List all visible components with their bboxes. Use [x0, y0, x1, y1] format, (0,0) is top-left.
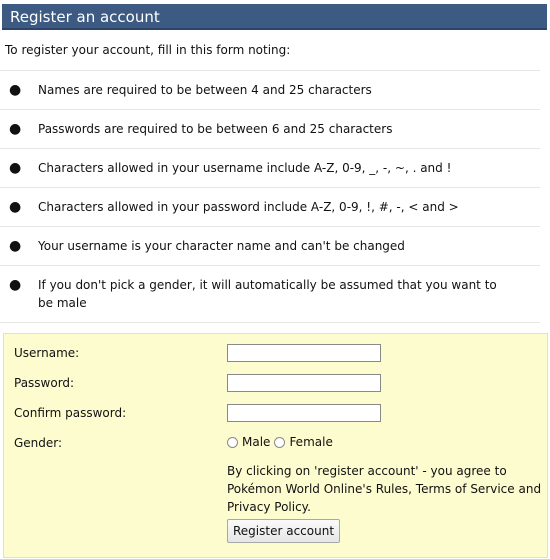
username-input[interactable] — [227, 344, 381, 362]
gender-male-label[interactable]: Male — [242, 435, 271, 449]
rule-text: Characters allowed in your password include A-Z, 0-9, !, #, -, < and > — [38, 200, 459, 214]
list-item — [0, 70, 540, 109]
bullet-icon: ● — [9, 82, 22, 98]
registration-form — [3, 333, 548, 558]
rule-text: Characters allowed in your username include A-Z, 0-9, _, -, ~, . and ! — [38, 161, 452, 175]
bullet-icon: ● — [9, 121, 22, 137]
terms-notice: By clicking on 'register account' - you agree to Pokémon World Online's Rules, Terms of Service and Privacy Policy. — [227, 464, 542, 514]
password-label: Password: — [14, 376, 75, 390]
confirm-password-input[interactable] — [227, 404, 381, 422]
rule-text: Names are required to be between 4 and 25 characters — [38, 83, 372, 97]
intro-text: To register your account, fill in this form noting: — [5, 43, 291, 57]
list-item — [0, 226, 540, 265]
list-item — [0, 109, 540, 148]
gender-female-label[interactable]: Female — [289, 435, 333, 449]
page-header — [2, 4, 547, 30]
rule-text: Passwords are required to be between 6 and 25 characters — [38, 122, 393, 136]
password-input[interactable] — [227, 374, 381, 392]
list-item — [0, 148, 540, 187]
bullet-icon: ● — [9, 238, 22, 254]
username-label: Username: — [14, 346, 80, 360]
bullet-icon: ● — [9, 199, 22, 215]
gender-female-radio[interactable] — [274, 437, 285, 448]
rule-text: If you don't pick a gender, it will automatically be assumed that you want to be male — [38, 278, 497, 310]
bullet-icon: ● — [9, 277, 22, 293]
rules-list — [0, 70, 540, 323]
gender-label: Gender: — [14, 436, 63, 450]
confirm-password-label: Confirm password: — [14, 406, 127, 420]
bullet-icon: ● — [9, 160, 22, 176]
list-item — [0, 187, 540, 226]
page-title: Register an account — [10, 8, 160, 26]
list-item — [0, 265, 540, 323]
register-account-button[interactable]: Register account — [227, 519, 340, 543]
gender-options — [227, 435, 333, 449]
gender-male-radio[interactable] — [227, 437, 238, 448]
rule-text: Your username is your character name and can't be changed — [38, 239, 405, 253]
